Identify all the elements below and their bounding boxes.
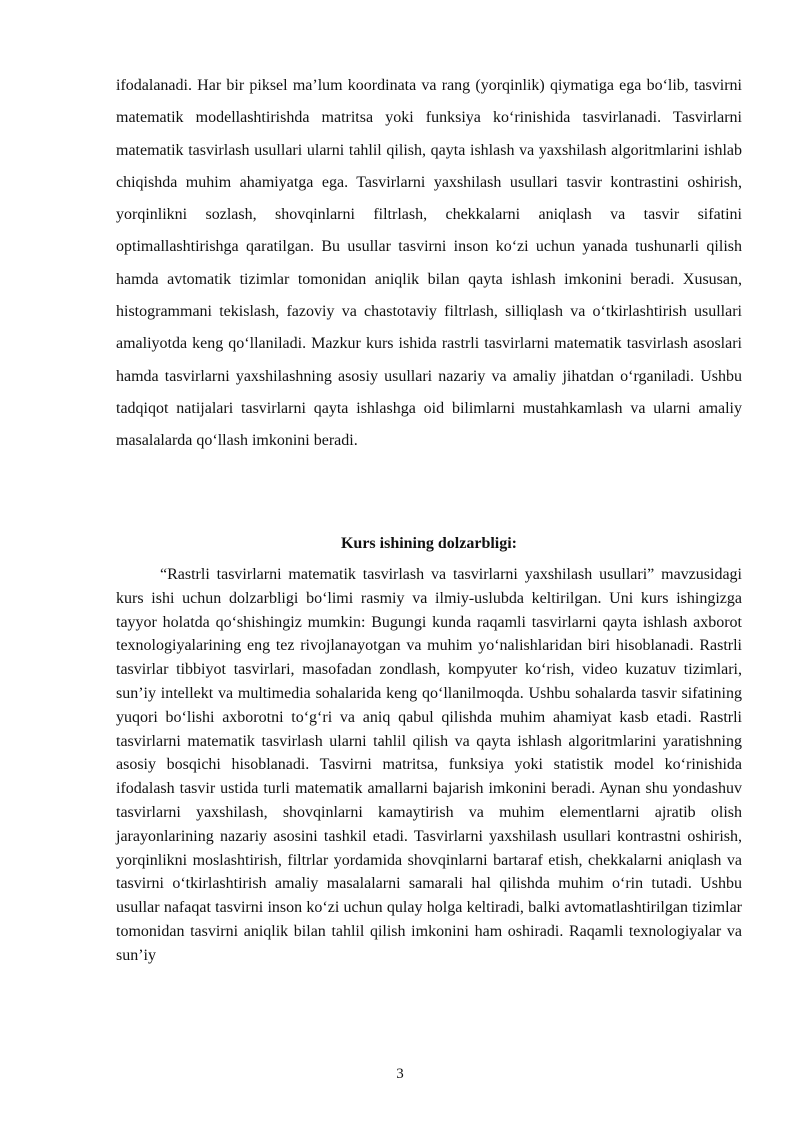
- body-paragraph-intro: ifodalanadi. Har bir piksel ma’lum koordinata va rang (yorqinlik) qiymatiga ega bo‘lib, tasvirni matematik modellashtirishda matritsa yoki funksiya ko‘rinishida tasvirlanadi. Tasvirlarni matematik tasvirlash usullari ularni tahlil qilish, qayta ishlash va yaxshilash algoritmlarini ishlab chiqishda muhim ahamiyatga ega. Tasvirlarni yaxshilash usullari tasvir kontrastini oshirish, yorqinlikni sozlash, shovqinlarni filtrlash, chekkalarni aniqlash va tasvir sifatini optimallashtirishga qaratilgan. Bu usullar tasvirni inson ko‘zi uchun yanada tushunarli qilish hamda avtomatik tizimlar tomonidan aniqlik bilan qayta ishlash imkonini beradi. Xususan, histogrammani tekislash, fazoviy va chastotaviy filtrlash, silliqlash va o‘tkirlashtirish usullari amaliyotda keng qo‘llaniladi. Mazkur kurs ishida rastrli tasvirlarni matematik tasvirlash asoslari hamda tasvirlarni yaxshilashning asosiy usullari nazariy va amaliy jihatdan o‘rganiladi. Ushbu tadqiqot natijalari tasvirlarni qayta ishlashga oid bilimlarni mustahkamlash va ularni amaliy masalalarda qo‘llash imkonini beradi.: [116, 77, 742, 450]
- body-paragraph-relevance: “Rastrli tasvirlarni matematik tasvirlash va tasvirlarni yaxshilash usullari” mavzusidagi kurs ishi uchun dolzarbligi bo‘limi rasmiy va ilmiy-uslubda keltirilgan. Uni kurs ishingizga tayyor holatda qo‘shishingiz mumkin: Bugungi kunda raqamli tasvirlarni qayta ishlash axborot texnologiyalarining eng tez rivojlanayotgan va muhim yo‘nalishlaridan biri hisoblanadi. Rastrli tasvirlar tibbiyot tasvirlari, masofadan zondlash, kompyuter ko‘rish, video kuzatuv tizimlari, sun’iy intellekt va multimedia sohalarida keng qo‘llanilmoqda. Ushbu sohalarda tasvir sifatining yuqori bo‘lishi axborotni to‘g‘ri va aniq qabul qilishda muhim ahamiyat kasb etadi. Rastrli tasvirlarni matematik tasvirlash ularni tahlil qilish va qayta ishlash algoritmlarini yaratishning asosiy bosqichi hisoblanadi. Tasvirni matritsa, funksiya yoki statistik model ko‘rinishida ifodalash tasvir ustida turli matematik amallarni bajarish imkonini beradi. Aynan shu yondashuv tasvirlarni yaxshilash, shovqinlarni kamaytirish va muhim elementlarni ajratib olish jarayonlarining nazariy asosini tashkil etadi. Tasvirlarni yaxshilash usullari kontrastni oshirish, yorqinlikni moslashtirish, filtrlar yordamida shovqinlarni bartaraf etish, chekkalarni aniqlash va tasvirni o‘tkirlashtirish amaliy masalalarni samarali hal qilishda muhim o‘rin tutadi. Ushbu usullar nafaqat tasvirni inson ko‘zi uchun qulay holga keltiradi, balki avtomatlashtirilgan tizimlar tomonidan tasvirni aniqlik bilan tahlil qilish imkonini ham oshiradi. Raqamli texnologiyalar va sun’iy: [116, 566, 742, 964]
- section-heading: Kurs ishining dolzarbligi:: [340, 535, 518, 552]
- page-number: 3: [396, 1066, 404, 1082]
